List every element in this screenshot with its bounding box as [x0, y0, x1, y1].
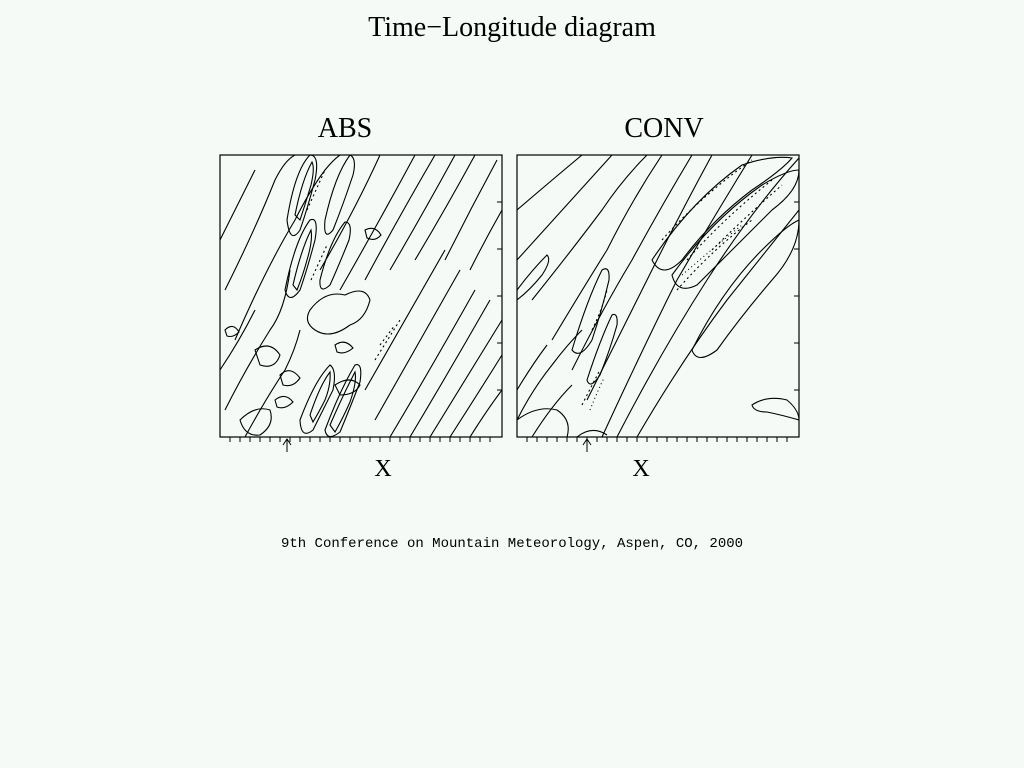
- abs-contours: [220, 155, 502, 437]
- conference-footer: 9th Conference on Mountain Meteorology, Aspen, CO, 2000: [280, 536, 744, 552]
- panel-title-abs: ABS: [317, 113, 373, 144]
- xlabel-conv: X: [632, 456, 650, 482]
- conv-frame: [517, 155, 799, 437]
- abs-x-ticks: [230, 437, 490, 442]
- conv-contours: [517, 155, 799, 437]
- panel-title-conv: CONV: [624, 113, 704, 144]
- conv-x-ticks: [527, 437, 787, 442]
- conv-arrow-marker: [583, 439, 591, 452]
- panel-conv: [512, 150, 812, 450]
- xlabel-abs: X: [374, 456, 392, 482]
- panel-abs: [215, 150, 515, 450]
- diagram-title: Time−Longitude diagram: [368, 12, 656, 43]
- abs-frame: [220, 155, 502, 437]
